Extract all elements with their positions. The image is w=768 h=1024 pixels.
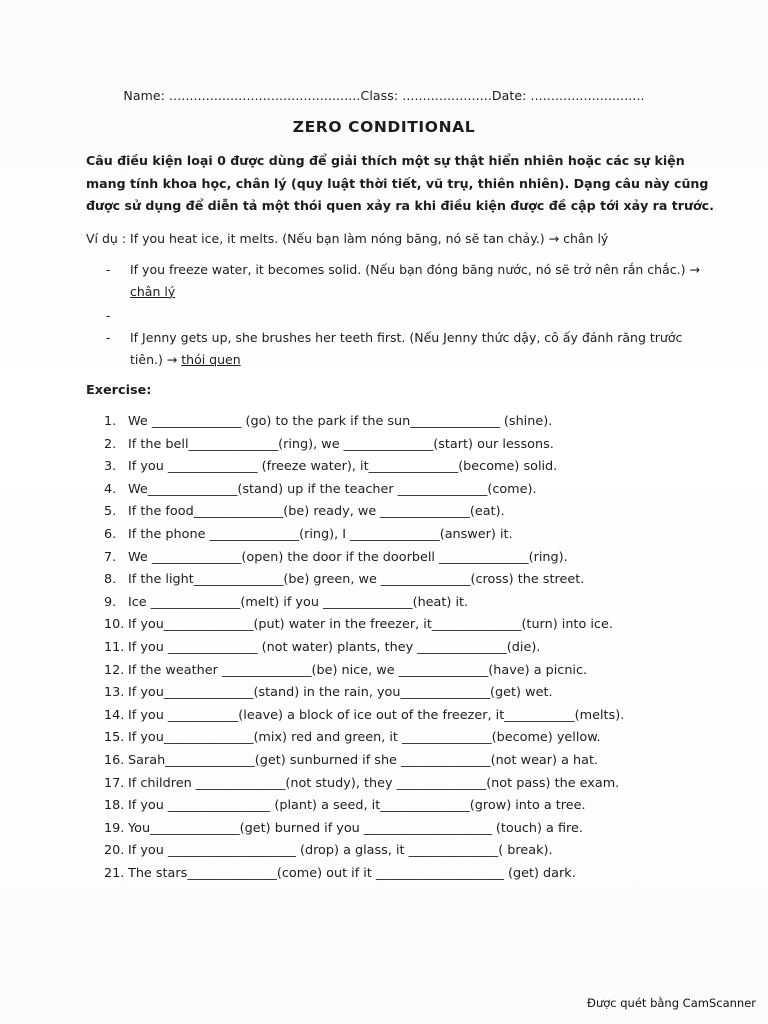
exercise-item bbox=[104, 682, 724, 705]
exercise-item bbox=[104, 773, 724, 796]
exercise-item bbox=[104, 569, 724, 592]
exercise-sentence: If you______________(put) water in the freezer, it______________(turn) into ice. bbox=[128, 617, 613, 633]
example-item: - If you freeze water, it becomes solid. (Nếu bạn đóng băng nước, nó sẽ trở nên rắn chắc.) → chân lý bbox=[106, 262, 700, 299]
exercise-sentence: Sarah______________(get) sunburned if she ______________(not wear) a hat. bbox=[128, 752, 599, 768]
exercise-number: 16. bbox=[104, 752, 125, 768]
example-main: Ví dụ : If you heat ice, it melts. (Nếu bạn làm nóng băng, nó sẽ tan chảy.) → chân lý bbox=[86, 231, 609, 246]
exercise-number: 1. bbox=[104, 414, 117, 429]
example-item: - If Jenny gets up, she brushes her teeth first. (Nếu Jenny thức dậy, cô ấy đánh răng trước tiên.) → thói quen bbox=[106, 330, 683, 367]
exercise-sentence: The stars______________(come) out if it ____________________ (get) dark. bbox=[128, 865, 576, 881]
exercise-number: 6. bbox=[104, 526, 117, 542]
exercise-item bbox=[104, 614, 724, 637]
exercise-sentence: Ice ______________(melt) if you ______________(heat) it. bbox=[128, 594, 469, 610]
exercise-item bbox=[104, 705, 724, 728]
example-list bbox=[106, 259, 706, 373]
exercise-list bbox=[104, 411, 724, 885]
exercise-item bbox=[104, 524, 724, 547]
exercise-sentence: We ______________(open) the door if the doorbell ______________(ring). bbox=[128, 549, 568, 565]
exercise-number: 14. bbox=[104, 707, 125, 723]
exercise-number: 2. bbox=[104, 436, 117, 452]
exercise-number: 4. bbox=[104, 481, 117, 497]
exercise-sentence: If you ______________ (not water) plants, they ______________(die). bbox=[128, 639, 541, 655]
exercise-sentence: If children ______________(not study), they ______________(not pass) the exam. bbox=[128, 775, 620, 791]
exercise-sentence: If the phone ______________(ring), I ______________(answer) it. bbox=[128, 526, 513, 542]
exercise-number: 13. bbox=[104, 685, 125, 701]
exercise-item bbox=[104, 434, 724, 457]
exercise-sentence: We ______________ (go) to the park if the sun______________ (shine). bbox=[128, 414, 553, 429]
example-item-text: If you freeze water, it becomes solid. (Nếu bạn đóng băng nước, nó sẽ trở nên rắn chắc.) → chân lý bbox=[130, 262, 700, 299]
exercise-sentence: If the light______________(be) green, we ______________(cross) the street. bbox=[128, 572, 585, 588]
exercise-item bbox=[104, 727, 724, 750]
exercise-sentence: If you______________(stand) in the rain, you______________(get) wet. bbox=[128, 685, 553, 701]
exercise-item bbox=[104, 840, 724, 863]
example-item-blurred: - bbox=[106, 308, 111, 323]
exercise-item bbox=[104, 863, 724, 886]
exercise-item bbox=[104, 456, 724, 479]
exercise-heading: Exercise: bbox=[86, 383, 152, 398]
exercise-item bbox=[104, 501, 724, 524]
exercise-sentence: If you______________(mix) red and green, it ______________(become) yellow. bbox=[128, 730, 601, 746]
example-item-tag: thói quen bbox=[181, 352, 241, 367]
exercise-item bbox=[104, 660, 724, 683]
exercise-item bbox=[104, 637, 724, 660]
exercise-sentence: You______________(get) burned if you ____________________ (touch) a fire. bbox=[128, 820, 583, 836]
exercise-number: 18. bbox=[104, 798, 125, 814]
exercise-number: 21. bbox=[104, 865, 125, 881]
exercise-item bbox=[104, 818, 724, 841]
exercise-sentence: If you ___________(leave) a block of ice out of the freezer, it___________(melts). bbox=[128, 707, 625, 723]
name-class-date-line: Name: ...............................................Class: ......................Date: ............................ bbox=[123, 88, 645, 103]
exercise-sentence: If you ____________________ (drop) a glass, it ______________( break). bbox=[128, 843, 553, 859]
exercise-sentence: If you ______________ (freeze water), it______________(become) solid. bbox=[128, 459, 558, 475]
scanner-footer: Được quét bằng CamScanner bbox=[587, 996, 756, 1010]
exercise-number: 12. bbox=[104, 662, 125, 678]
exercise-number: 20. bbox=[104, 843, 125, 859]
exercise-number: 9. bbox=[104, 594, 117, 610]
exercise-number: 10. bbox=[104, 617, 125, 633]
exercise-sentence: If the bell______________(ring), we ______________(start) our lessons. bbox=[128, 436, 554, 452]
example-item-text: If Jenny gets up, she brushes her teeth first. (Nếu Jenny thức dậy, cô ấy đánh răng trước tiên.) → thói quen bbox=[130, 330, 683, 367]
example-item-tag: chân lý bbox=[130, 284, 176, 299]
exercise-sentence: We______________(stand) up if the teacher ______________(come). bbox=[128, 481, 537, 497]
exercise-item bbox=[104, 592, 724, 615]
exercise-number: 19. bbox=[104, 820, 125, 836]
exercise-number: 5. bbox=[104, 504, 117, 520]
exercise-sentence: If the food______________(be) ready, we ______________(eat). bbox=[128, 504, 505, 520]
exercise-item bbox=[104, 750, 724, 773]
exercise-number: 3. bbox=[104, 459, 117, 475]
exercise-item bbox=[104, 547, 724, 570]
page-title: ZERO CONDITIONAL bbox=[292, 118, 476, 136]
exercise-sentence: If you ________________ (plant) a seed, it______________(grow) into a tree. bbox=[128, 798, 586, 814]
intro-paragraph: Câu điều kiện loại 0 được dùng để giải thích một sự thật hiển nhiên hoặc các sự kiện mang tính khoa học, chân lý (quy luật thời tiết, vũ trụ, thiên nhiên). Dạng câu này cũng được sử dụng để diễn tả một thói quen xảy ra khi điều kiện được đề cập tới xảy ra trước. bbox=[86, 153, 714, 213]
exercise-number: 15. bbox=[104, 730, 125, 746]
exercise-item bbox=[104, 411, 724, 434]
exercise-number: 7. bbox=[104, 549, 117, 565]
exercise-sentence: If the weather ______________(be) nice, we ______________(have) a picnic. bbox=[128, 662, 588, 678]
exercise-item bbox=[104, 479, 724, 502]
exercise-number: 17. bbox=[104, 775, 125, 791]
exercise-number: 8. bbox=[104, 572, 117, 588]
exercise-item bbox=[104, 795, 724, 818]
exercise-number: 11. bbox=[104, 639, 125, 655]
